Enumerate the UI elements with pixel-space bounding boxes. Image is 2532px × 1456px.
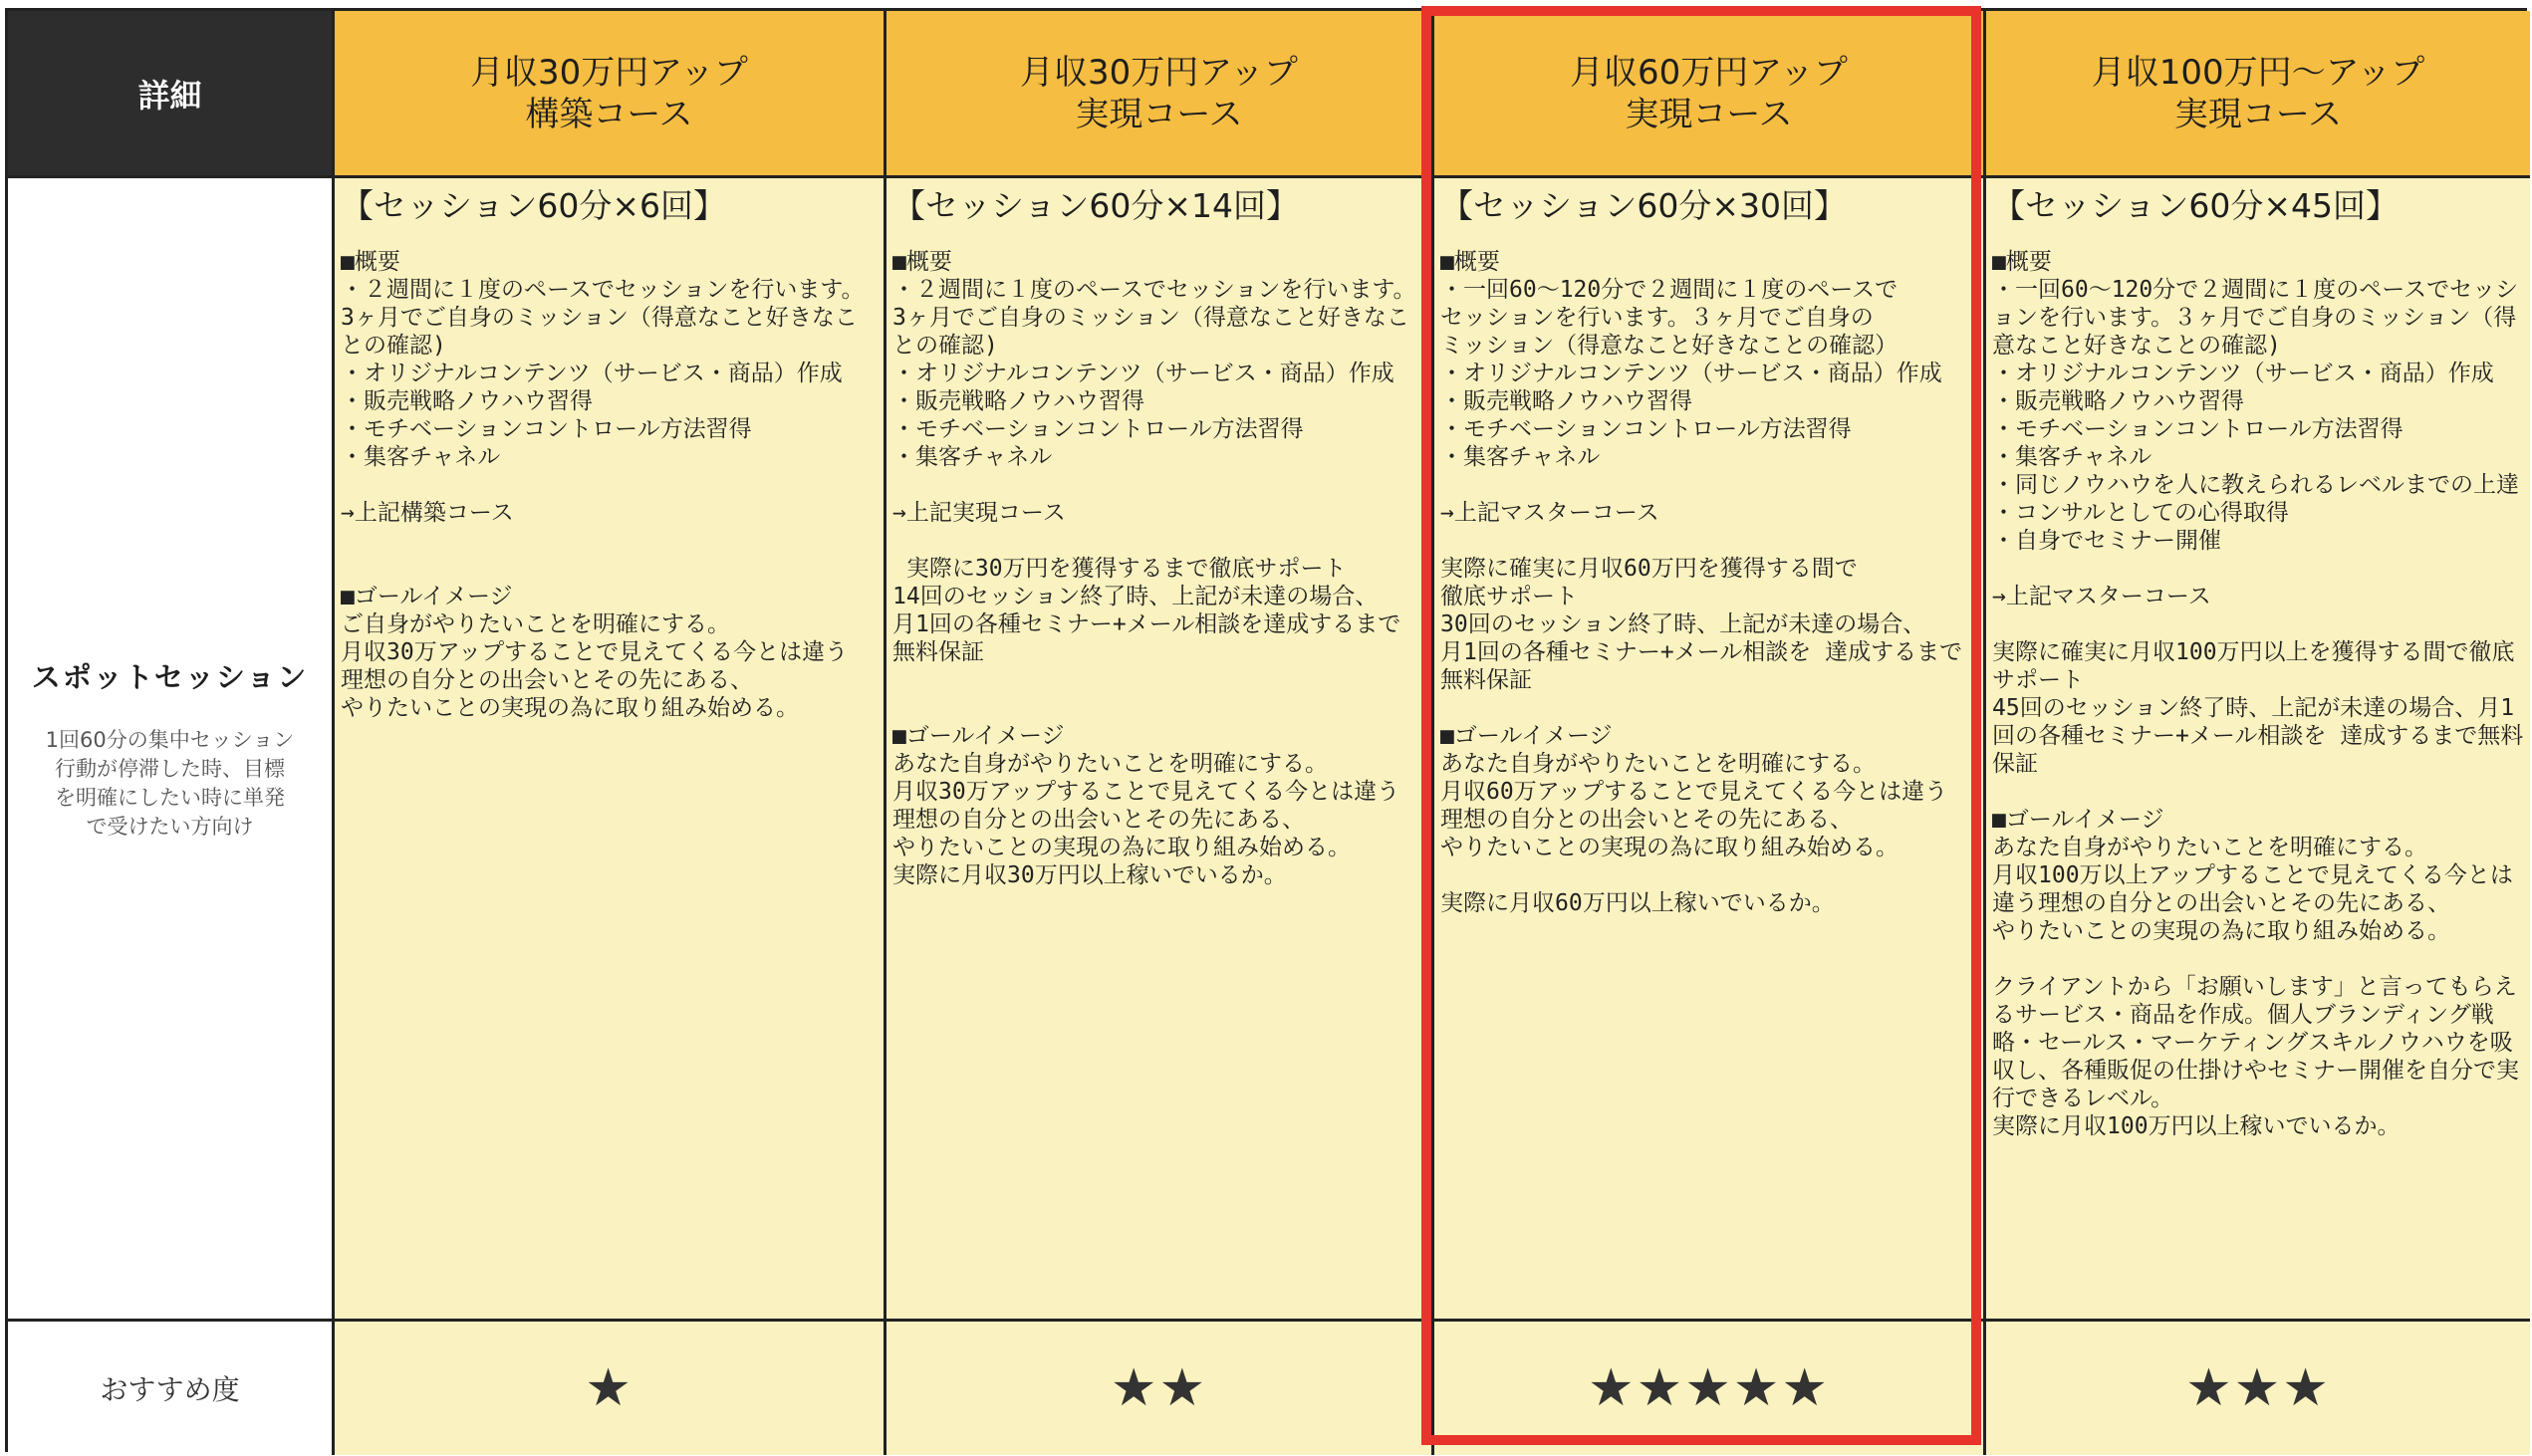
session-count: 【セッション60分×6回】	[341, 186, 726, 225]
details-header-label: 詳細	[137, 76, 202, 115]
plan-details-30-realize	[886, 178, 1434, 1322]
plan-header-30-build	[335, 11, 886, 178]
rating-100-realize	[1986, 1322, 2530, 1455]
plan-header-title: 月収30万円アップ	[470, 52, 748, 93]
details-header	[8, 11, 335, 178]
spot-session-row-header	[8, 178, 335, 1322]
session-count: 【セッション60分×30回】	[1440, 186, 1847, 225]
plan-comparison-table	[5, 8, 2527, 1452]
session-count: 【セッション60分×14回】	[892, 186, 1299, 225]
plan-header-30-realize	[886, 11, 1434, 178]
plan-description: ■概要 ・２週間に１度のペースでセッションを行います。 3ヶ月でご自身のミッション（得意なこと好きなこ との確認) ・オリジナルコンテンツ（サービス・商品）作成 ・販売戦略ノウハウ習得 ・モチベーションコントロール方法習得 ・集客チャネル →上記実現コース 実際に30万円を獲得するまで徹底サポート 14回のセッション終了時、上記が未達の場合、 月1回の各種セミナー+メール相談を達成するまで 無料保証 ■ゴールイメージ あなた自身がやりたいことを明確にする。 月収30万アップすることで見えてくる今とは違う 理想の自分との出会いとその先にある、 やりたいことの実現の為に取り組み始める。 実際に月収30万円以上稼いでいるか。	[892, 249, 1416, 888]
row-title: スポットセッション	[31, 660, 309, 694]
plan-header-60-realize	[1434, 11, 1986, 178]
plan-header-subtitle: 実現コース	[1625, 94, 1793, 134]
star-rating: ★★★★★	[1587, 1358, 1831, 1418]
plan-header-title: 月収100万円〜アップ	[2091, 52, 2425, 93]
rating-30-realize	[886, 1322, 1434, 1455]
session-count: 【セッション60分×45回】	[1992, 186, 2399, 225]
plan-header-100-realize	[1986, 11, 2530, 178]
plan-header-subtitle: 実現コース	[2173, 94, 2343, 134]
rating-60-realize	[1434, 1322, 1986, 1455]
row-description: 1回60分の集中セッション 行動が停滞した時、目標 を明確にしたい時に単発 で受けたい方向け	[45, 728, 295, 839]
plan-details-30-build	[335, 178, 886, 1322]
plan-details-60-realize	[1434, 178, 1986, 1322]
plan-details-100-realize	[1986, 178, 2530, 1322]
star-rating: ★	[585, 1358, 633, 1418]
plan-header-title: 月収60万円アップ	[1570, 52, 1848, 93]
recommendation-label: おすすめ度	[100, 1373, 240, 1406]
plan-description: ■概要 ・２週間に１度のペースでセッションを行います。 3ヶ月でご自身のミッション（得意なこと好きなこ との確認) ・オリジナルコンテンツ（サービス・商品）作成 ・販売戦略ノウハウ習得 ・モチベーションコントロール方法習得 ・集客チャネル →上記構築コース ■ゴールイメージ ご自身がやりたいことを明確にする。 月収30万アップすることで見えてくる今とは違う 理想の自分との出会いとその先にある、 やりたいことの実現の為に取り組み始める。	[341, 249, 865, 721]
plan-description: ■概要 ・一回60〜120分で２週間に１度のペースでセッシ ョンを行います。３ヶ月でご自身のミッション（得 意なこと好きなことの確認) ・オリジナルコンテンツ（サービス・商品）作成 ・販売戦略ノウハウ習得 ・モチベーションコントロール方法習得 ・集客チャネル ・同じノウハウを人に教えられるレベルまでの上達 ・コンサルとしての心得取得 ・自身でセミナー開催 →上記マスターコース 実際に確実に月収100万円以上を獲得する間で徹底 サポート 45回のセッション終了時、上記が未達の場合、月1 回の各種セミナー+メール相談を 達成するまで無料 保証 ■ゴールイメージ あなた自身がやりたいことを明確にする。 月収100万以上アップすることで見えてくる今とは 違う理想の自分との出会いとその先にある、 やりたいことの実現の為に取り組み始める。 クライアントから「お願いします」と言ってもらえ るサービス・商品を作成。個人ブランディング戦 略・セールス・マーケティングスキルノウハウを吸 収し、各種販促の仕掛けやセミナー開催を自分で実 行できるレベル。 実際に月収100万円以上稼いでいるか。	[1992, 249, 2524, 1139]
plan-header-title: 月収30万円アップ	[1020, 52, 1298, 93]
plan-description: ■概要 ・一回60〜120分で２週間に１度のペースで セッションを行います。３ヶ月でご自身の ミッション（得意なこと好きなことの確認） ・オリジナルコンテンツ（サービス・商品）作成 ・販売戦略ノウハウ習得 ・モチベーションコントロール方法習得 ・集客チャネル →上記マスターコース 実際に確実に月収60万円を獲得する間で 徹底サポート 30回のセッション終了時、上記が未達の場合、 月1回の各種セミナー+メール相談を 達成するまで 無料保証 ■ゴールイメージ あなた自身がやりたいことを明確にする。 月収60万アップすることで見えてくる今とは違う 理想の自分との出会いとその先にある、 やりたいことの実現の為に取り組み始める。 実際に月収60万円以上稼いでいるか。	[1440, 249, 1963, 916]
star-rating: ★★★	[2185, 1358, 2331, 1418]
plan-header-subtitle: 実現コース	[1075, 94, 1243, 134]
plan-header-subtitle: 構築コース	[525, 94, 693, 134]
star-rating: ★★	[1110, 1358, 1208, 1418]
recommendation-label-cell	[8, 1322, 335, 1455]
rating-30-build	[335, 1322, 886, 1455]
